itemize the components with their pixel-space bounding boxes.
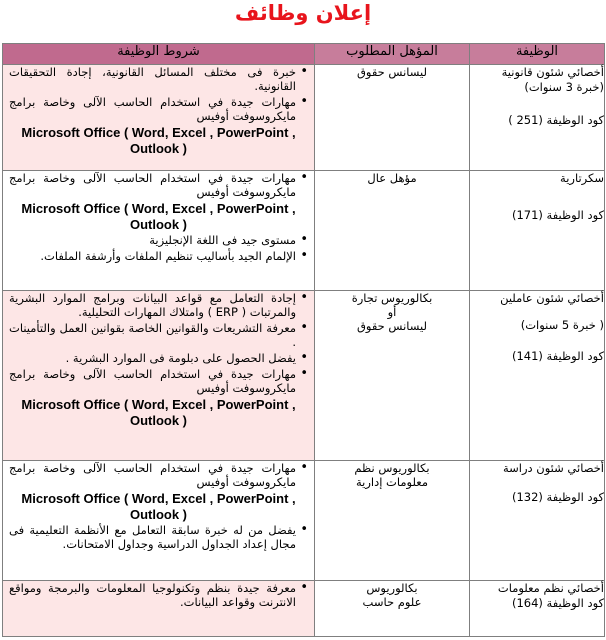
qualification-cell	[315, 65, 470, 171]
requirement-item: • معرفة التشريعات والقوانين الخاصة بقوانين العمل والتأمينات .	[9, 321, 296, 349]
jobs-table	[2, 43, 605, 637]
conditions-cell	[3, 291, 315, 461]
job-title: أخصائي شئون قانونية	[501, 65, 604, 79]
table-header-row	[3, 44, 605, 65]
qualification-text: بكالوريوس تجارة	[351, 291, 433, 305]
requirement-item: • مهارات جيدة في استخدام الحاسب الآلى وخاصة برامج مايكروسوفت أوفيس	[9, 171, 296, 199]
requirements-list	[3, 291, 314, 395]
job-title: سكرتارية	[560, 171, 604, 185]
conditions-cell	[3, 65, 315, 171]
job-experience: (خبرة 3 سنوات)	[524, 80, 604, 94]
job-cell	[470, 171, 605, 291]
qualification-text: بكالوريوس نظم	[354, 461, 430, 475]
requirements-list	[3, 65, 314, 123]
job-cell	[470, 291, 605, 461]
requirements-list	[3, 581, 314, 609]
software-list: Microsoft Office ( Word, Excel , PowerPoint , Outlook )	[21, 491, 296, 522]
job-title: أخصائي نظم معلومات	[497, 581, 604, 595]
conditions-cell	[3, 171, 315, 291]
requirement-item: • مستوى جيد فى اللغة الإنجليزية	[9, 233, 296, 247]
requirements-list-extra	[3, 523, 314, 551]
job-code: كود الوظيفة (164)	[511, 596, 604, 610]
requirement-item: • خبرة فى مختلف المسائل القانونية، إجادة التحقيقات القانونية.	[9, 65, 296, 93]
requirement-item: • معرفة جيدة بنظم وتكنولوجيا المعلومات والبرمجة ومواقع الانترنت وقواعد البيانات.	[9, 581, 296, 609]
header-conditions: شروط الوظيفة	[3, 44, 315, 65]
job-title: أخصائي شئون عاملين	[500, 291, 604, 305]
qualification-cell	[315, 461, 470, 581]
job-cell	[470, 461, 605, 581]
requirement-item: • إجادة التعامل مع قواعد البيانات وبرامج الموارد البشرية والمرتبات ( ERP ) وامتلاك المهارات التحليلية.	[9, 291, 296, 319]
requirements-list-extra	[3, 233, 314, 263]
qualification-or: أو	[387, 305, 397, 319]
conditions-cell	[3, 461, 315, 581]
qualification-cell	[315, 581, 470, 637]
table-row	[3, 581, 605, 637]
job-title: أخصائي شئون دراسة	[502, 461, 604, 475]
requirement-item: • يفضل الحصول على دبلومة فى الموارد البشرية .	[9, 351, 296, 365]
job-cell	[470, 581, 605, 637]
qualification-text: مؤهل عال	[367, 171, 417, 185]
requirements-list	[3, 461, 314, 489]
qualification-text: معلومات إدارية	[355, 475, 429, 489]
table-row	[3, 461, 605, 581]
qualification-text: بكالوريوس	[366, 581, 418, 595]
requirement-item: • الإلمام الجيد بأساليب تنظيم الملفات وأرشفة الملفات.	[9, 249, 296, 263]
conditions-cell	[3, 581, 315, 637]
table-row	[3, 171, 605, 291]
qualification-text: علوم حاسب	[362, 595, 422, 609]
job-code: كود الوظيفة (251 )	[508, 113, 604, 127]
software-list: Microsoft Office ( Word, Excel , PowerPoint , Outlook )	[21, 397, 296, 428]
qualification-cell	[315, 291, 470, 461]
software-list: Microsoft Office ( Word, Excel , PowerPoint , Outlook )	[21, 125, 296, 156]
requirement-item: • مهارات جيدة في استخدام الحاسب الآلى وخاصة برامج مايكروسوفت أوفيس	[9, 95, 296, 123]
requirement-item: • مهارات جيدة في استخدام الحاسب الآلى وخاصة برامج مايكروسوفت أوفيس	[9, 461, 296, 489]
qualification-cell	[315, 171, 470, 291]
job-code: كود الوظيفة (171)	[511, 208, 604, 222]
qualification-text: ليسانس حقوق	[356, 319, 428, 333]
requirements-list	[3, 171, 314, 199]
page-title: إعلان وظائف	[234, 1, 372, 25]
qualification-text: ليسانس حقوق	[356, 65, 428, 79]
job-code: كود الوظيفة (132)	[511, 490, 604, 504]
requirement-item: • مهارات جيدة في استخدام الحاسب الآلى وخاصة برامج مايكروسوفت أوفيس	[9, 367, 296, 395]
job-code: كود الوظيفة (141)	[511, 349, 604, 363]
table-row	[3, 65, 605, 171]
header-job: الوظيفة	[470, 44, 605, 65]
job-experience: ( خبرة 5 سنوات)	[520, 318, 604, 332]
job-cell	[470, 65, 605, 171]
table-row	[3, 291, 605, 461]
requirement-item: • يفضل من له خبرة سابقة التعامل مع الأنظمة التعليمية فى مجال إعداد الجداول الدراسية وجداول الامتحانات.	[9, 523, 296, 551]
header-qualification: المؤهل المطلوب	[315, 44, 470, 65]
software-list: Microsoft Office ( Word, Excel , PowerPoint , Outlook )	[21, 201, 296, 232]
